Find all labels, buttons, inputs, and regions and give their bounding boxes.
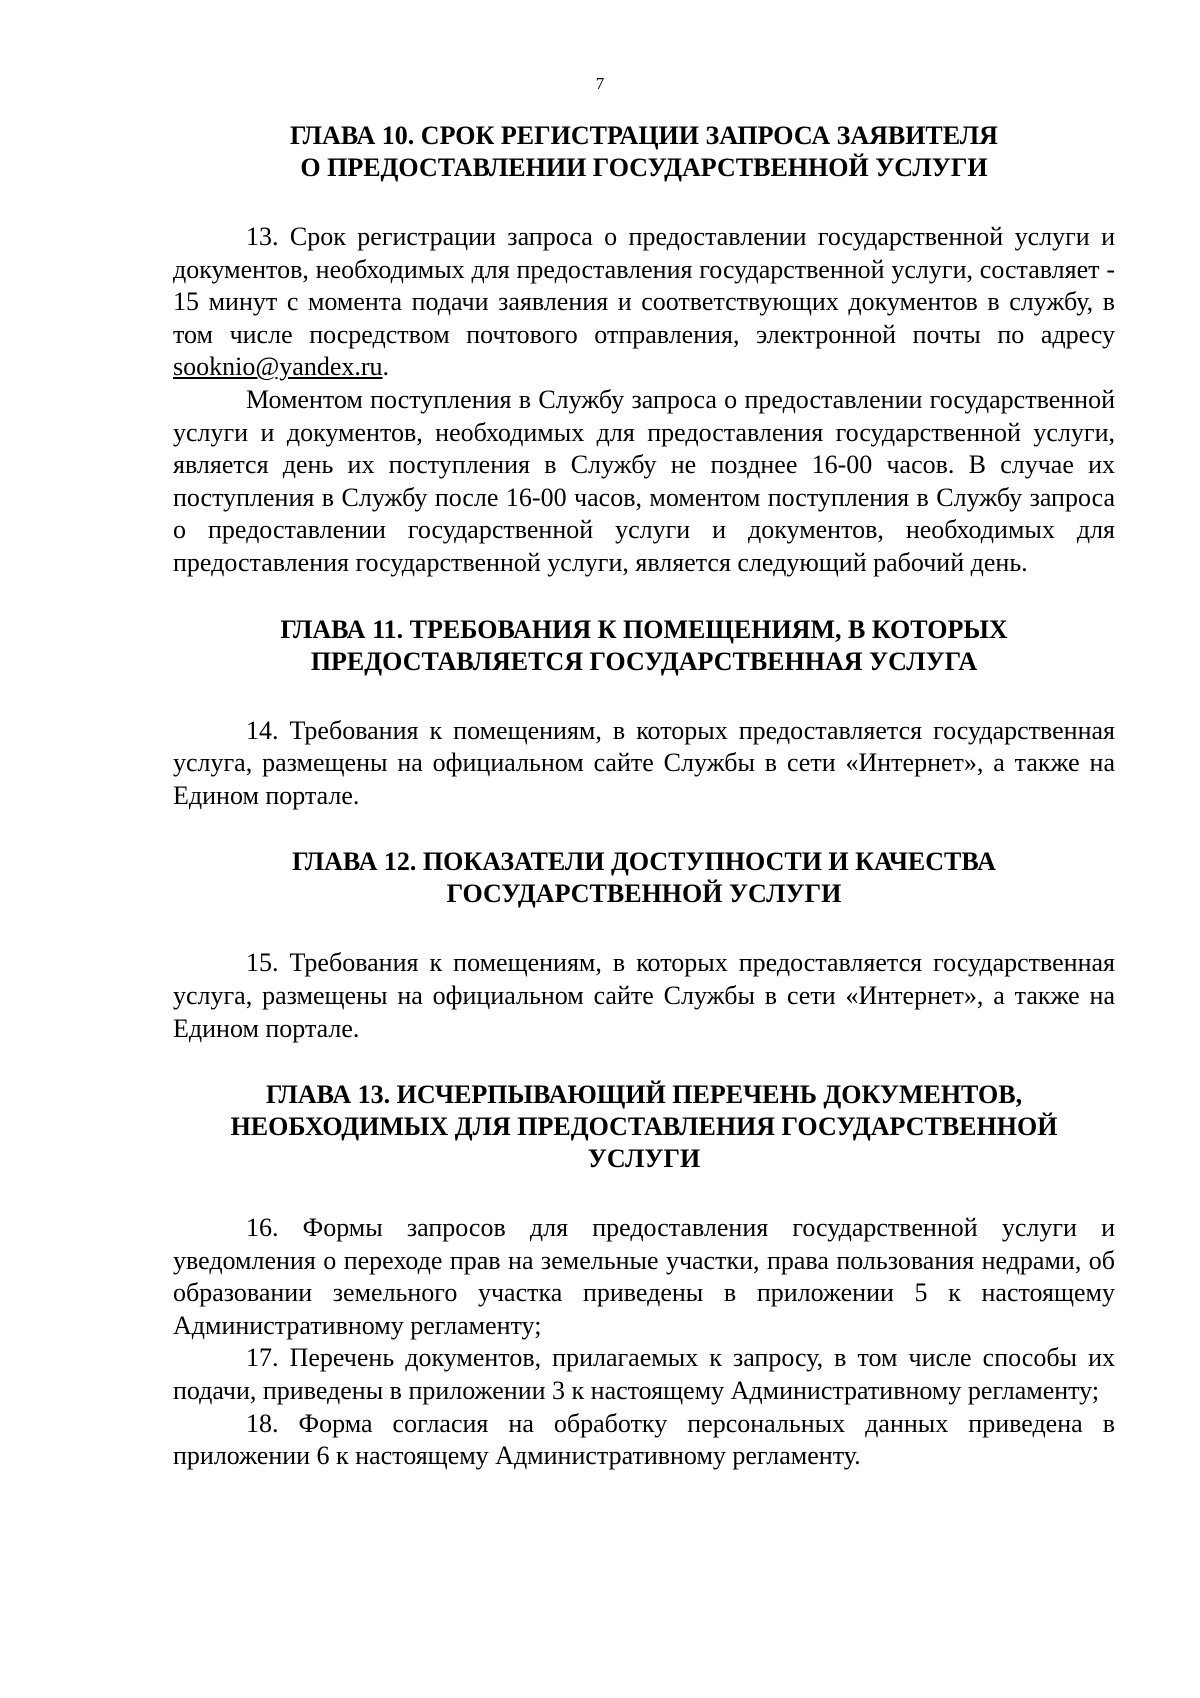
chapter-heading-line: ГЛАВА 13. ИСЧЕРПЫВАЮЩИЙ ПЕРЕЧЕНЬ ДОКУМЕНТОВ, — [265, 1080, 1023, 1110]
chapter-heading-line: ПРЕДОСТАВЛЯЕТСЯ ГОСУДАРСТВЕННАЯ УСЛУГА — [310, 646, 978, 676]
chapter-heading — [173, 614, 1115, 678]
chapter-heading-line: ГОСУДАРСТВЕННОЙ УСЛУГИ — [446, 879, 842, 909]
paragraph-16: 16. Формы запросов для предоставления государственной услуги и уведомления о переходе прав на земельные участки, права пользования недрами, об образовании земельного участка приведены в приложении 5 к настоящему Административному регламенту; — [173, 1213, 1115, 1340]
paragraph-receipt-moment: Моментом поступления в Службу запроса о предоставлении государственной услуги и документов, необходимых для предоставления государственной услуги, является день их поступления в Службу не позднее 16-00 часов. В случае их поступления в Службу после 16-00 часов, моментом поступления в Службу запроса о предоставлении государственной услуги и документов, необходимых для предоставления государственной услуги, является следующий рабочий день. — [173, 384, 1115, 577]
chapter-heading — [173, 120, 1115, 184]
page-number: 7 — [595, 74, 605, 93]
paragraph-18: 18. Форма согласия на обработку персональных данных приведена в приложении 6 к настоящему Административному регламенту. — [173, 1408, 1115, 1471]
chapter-heading-line: О ПРЕДОСТАВЛЕНИИ ГОСУДАРСТВЕННОЙ УСЛУГИ — [300, 153, 988, 182]
chapter-heading — [173, 846, 1115, 910]
chapter-13 — [173, 1079, 1115, 1473]
paragraph-text: . — [382, 352, 390, 382]
paragraph-17: 17. Перечень документов, прилагаемых к запросу, в том числе способы их подачи, приведены в приложении 3 к настоящему Административному регламенту; — [173, 1343, 1115, 1406]
chapter-11 — [173, 614, 1115, 813]
paragraph-13 — [173, 221, 1115, 384]
paragraph-14: 14. Требования к помещениям, в которых предоставляется государственная услуга, размещены на официальном сайте Службы в сети «Интернет», а также на Едином портале. — [173, 715, 1115, 810]
paragraph-15: 15. Требования к помещениям, в которых предоставляется государственная услуга, размещены на официальном сайте Службы в сети «Интернет», а также на Едином портале. — [173, 948, 1115, 1043]
email-link[interactable]: sooknio@yandex.ru — [173, 352, 383, 382]
chapter-heading-line: ГЛАВА 12. ПОКАЗАТЕЛИ ДОСТУПНОСТИ И КАЧЕСТВА — [292, 847, 996, 877]
chapter-heading-line: ГЛАВА 10. СРОК РЕГИСТРАЦИИ ЗАПРОСА ЗАЯВИТЕЛЯ — [290, 121, 998, 150]
chapter-heading-line: ГЛАВА 11. ТРЕБОВАНИЯ К ПОМЕЩЕНИЯМ, В КОТОРЫХ — [280, 614, 1008, 644]
chapter-heading-line: УСЛУГИ — [587, 1144, 701, 1174]
paragraph-text: 13. Срок регистрации запроса о предоставлении государственной услуги и документов, необходимых для предоставления государственной услуги, составляет - 15 минут с момента подачи заявления и соответствующих документов в службу, в том числе посредством почтового отправления, электронной почты по адресу — [173, 222, 1115, 349]
chapter-heading-line: НЕОБХОДИМЫХ ДЛЯ ПРЕДОСТАВЛЕНИЯ ГОСУДАРСТВЕННОЙ — [230, 1112, 1058, 1142]
chapter-12 — [173, 846, 1115, 1045]
chapter-10 — [173, 120, 1115, 580]
chapter-heading — [173, 1079, 1115, 1175]
document-body — [173, 120, 1115, 1473]
